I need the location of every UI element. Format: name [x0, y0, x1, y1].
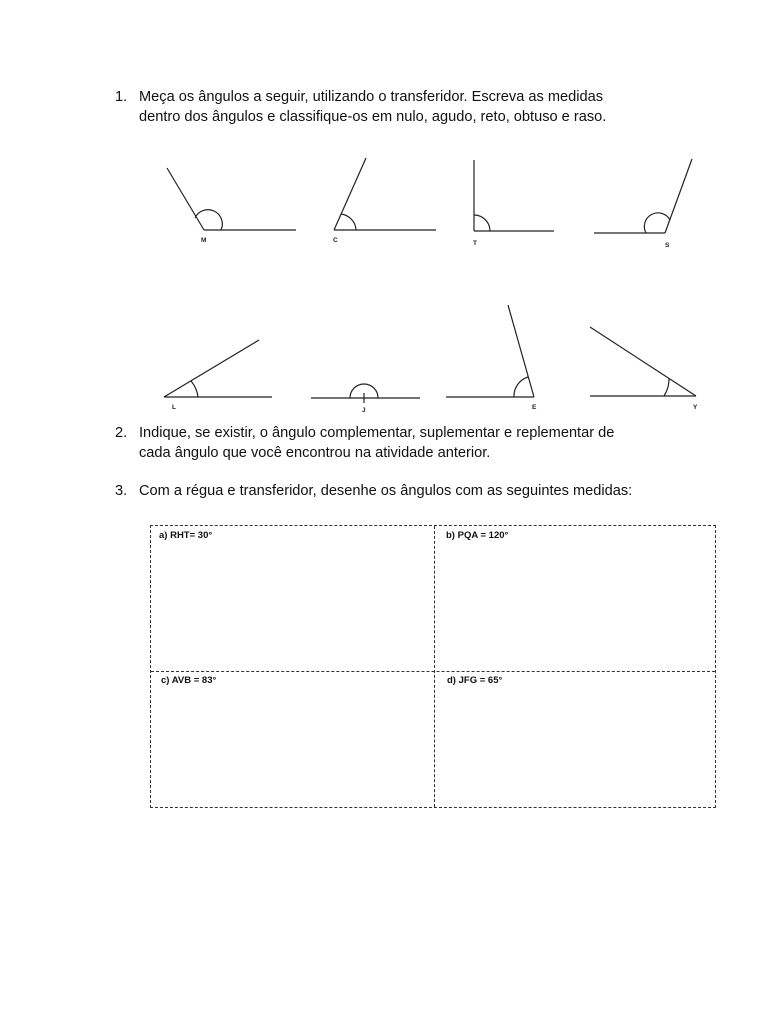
- angle-label-e: E: [532, 404, 537, 411]
- angle-figure-s: [594, 159, 692, 233]
- grid-cell-label-b: b) PQA = 120°: [446, 530, 509, 541]
- question-text-line: Com a régua e transferidor, desenhe os ângulos com as seguintes medidas:: [139, 483, 633, 499]
- question-text-line: cada ângulo que você encontrou na atividade anterior.: [139, 445, 491, 461]
- angle-label-t: T: [473, 240, 477, 247]
- angle-figure-m: [167, 168, 296, 230]
- angle-label-y: Y: [693, 404, 698, 411]
- grid-cell-label-a: a) RHT= 30°: [159, 530, 213, 541]
- grid-cell-label-d: d) JFG = 65°: [447, 675, 503, 686]
- angle-figure-j: [311, 384, 420, 403]
- question-text-line: Meça os ângulos a seguir, utilizando o transferidor. Escreva as medidas: [139, 89, 604, 105]
- angle-label-l: L: [172, 404, 176, 411]
- angle-figure-l: [164, 340, 272, 397]
- grid-cell-label-c: c) AVB = 83°: [161, 675, 217, 686]
- angle-label-s: S: [665, 242, 670, 249]
- question-text-line: dentro dos ângulos e classifique-os em nulo, agudo, reto, obtuso e raso.: [139, 109, 607, 125]
- angle-figures: [148, 138, 720, 418]
- angle-label-m: M: [201, 237, 207, 244]
- angle-figure-t: [474, 160, 554, 231]
- question-number: 2.: [115, 425, 128, 441]
- angle-figure-c: [334, 158, 436, 230]
- question-text-line: Indique, se existir, o ângulo complementar, suplementar e replementar de: [139, 425, 615, 441]
- question-number: 3.: [115, 483, 128, 499]
- angle-label-c: C: [333, 237, 338, 244]
- grid-divider-vertical: [434, 526, 435, 807]
- question-number: 1.: [115, 89, 128, 105]
- grid-divider-horizontal: [151, 671, 715, 672]
- angle-figure-y: [590, 327, 696, 396]
- angle-label-j: J: [362, 407, 366, 414]
- angle-figure-e: [446, 305, 534, 397]
- drawing-grid: [150, 525, 716, 808]
